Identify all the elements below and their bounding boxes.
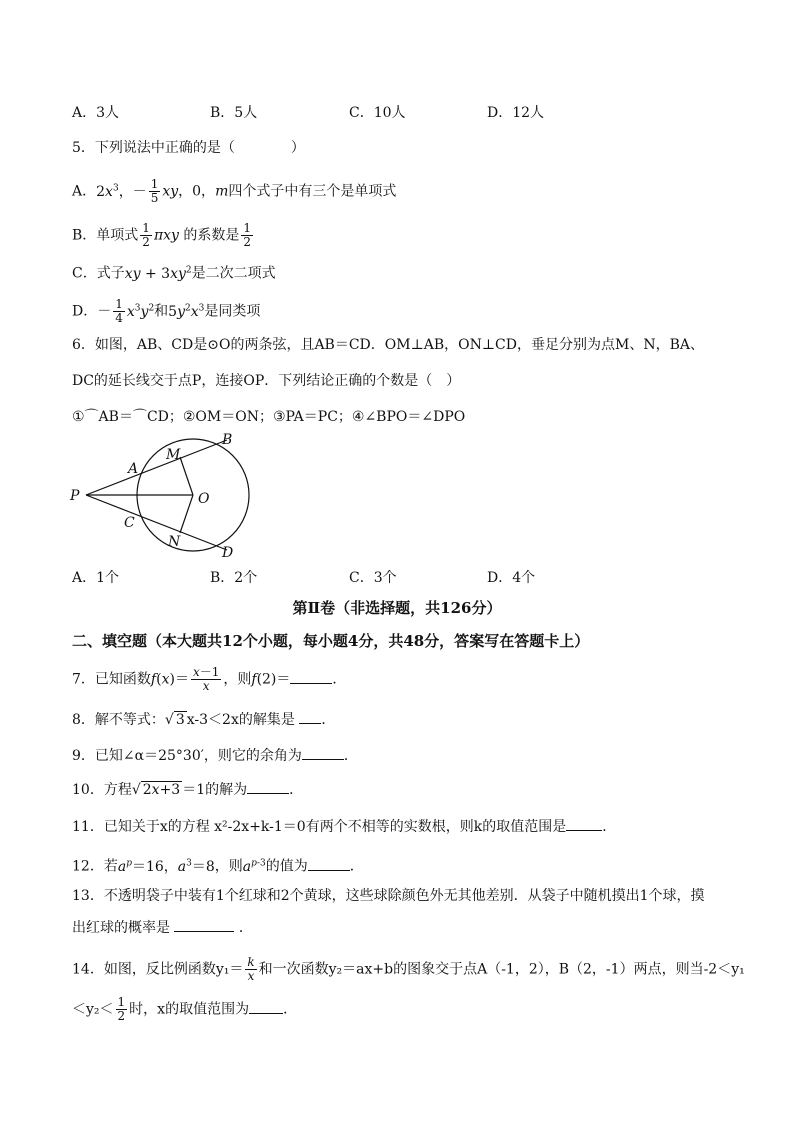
q8: 8．解不等式：√ 3 x-3＜2x的解集是 ．: [72, 712, 336, 728]
q5-stem: 5．下列说法中正确的是（ ）: [72, 140, 305, 156]
q14-line1: 14．如图，反比例函数y₁＝ $\frac{k}{x}$ 和一次函数y₂＝ax+b的图象交于点A（-1，2），B（2，-1）两点，则当-2＜y₁: [72, 955, 745, 983]
q4-option-b: B．5人: [210, 105, 258, 121]
label-a: A: [128, 461, 139, 477]
q6-line1: 6．如图，AB、CD是⊙O的两条弦，且AB＝CD．OM⊥AB，ON⊥CD，垂足分别为点M、N，BA、: [72, 337, 704, 353]
label-c: C: [124, 515, 135, 531]
q6-option-a: A．1个: [72, 570, 120, 586]
q14-line2: ＜y₂＜ $\frac{1}{2}$ 时，x的取值范围为 ．: [72, 995, 298, 1023]
q13-line1: 13．不透明袋子中装有1个红球和2个黄球，这些球除颜色外无其他差别．从袋子中随机摸出1个球，摸: [72, 888, 705, 904]
q6-line2: DC的延长线交于点P，连接OP．下列结论正确的个数是（ ）: [72, 373, 461, 389]
label-p: P: [70, 488, 80, 504]
q12: 12．若$a^p=16$，$a^3=8$，则$a^{p-3}$的值为 ．: [72, 858, 364, 875]
q4-option-d: D．12人: [487, 105, 545, 121]
label-m: M: [166, 447, 181, 463]
q5-option-d: D．－ $\frac{1}{4}$ $x^3y^2$和$5y^2x^3$是同类项: [72, 297, 261, 326]
q11: 11．已知关于x的方程 x²-2x+k-1＝0有两个不相等的实数根，则k的取值范围是 ．: [72, 819, 617, 835]
q6-conclusions: ①⌒AB＝⌒CD；②OM＝ON；③PA＝PC；④∠BPO＝∠DPO: [72, 409, 466, 425]
label-o: O: [198, 491, 210, 507]
q13-line2: 出红球的概率是 ．: [72, 920, 253, 936]
q9: 9．已知∠α＝25°30′，则它的余角为 ．: [72, 748, 358, 764]
q5-option-b: B．单项式 $\frac{1}{2}$ πxy 的系数是 $\frac{1}{2}$: [72, 221, 252, 249]
q10: 10．方程√ 2x+3 ＝1的解为 ．: [72, 782, 304, 798]
q7: 7．已知函数f(x)＝ $\frac{x-1}{x}$ ，则f(2)＝ ．: [72, 665, 347, 693]
q5-option-c: C．式子xy + $3xy^2$是二次二项式: [72, 265, 276, 282]
label-b: B: [222, 432, 233, 448]
circle-diagram: [66, 428, 266, 563]
q6-option-d: D．4个: [487, 570, 536, 586]
q4-option-c: C．10人: [349, 105, 406, 121]
q5-option-a: A．$2x^3$，－ $\frac{1}{5}$ xy，0，m四个式子中有三个是单项式: [72, 177, 397, 206]
q6-option-c: C．3个: [349, 570, 397, 586]
q6-option-b: B．2个: [210, 570, 258, 586]
q4-option-a: A．3人: [72, 105, 120, 121]
section2-title: 第Ⅱ卷（非选择题，共126分）: [292, 599, 502, 617]
label-n: N: [168, 534, 181, 550]
part2-heading: 二、填空题（本大题共12个小题，每小题4分，共48分，答案写在答题卡上）: [72, 632, 590, 650]
label-d: D: [222, 545, 234, 561]
